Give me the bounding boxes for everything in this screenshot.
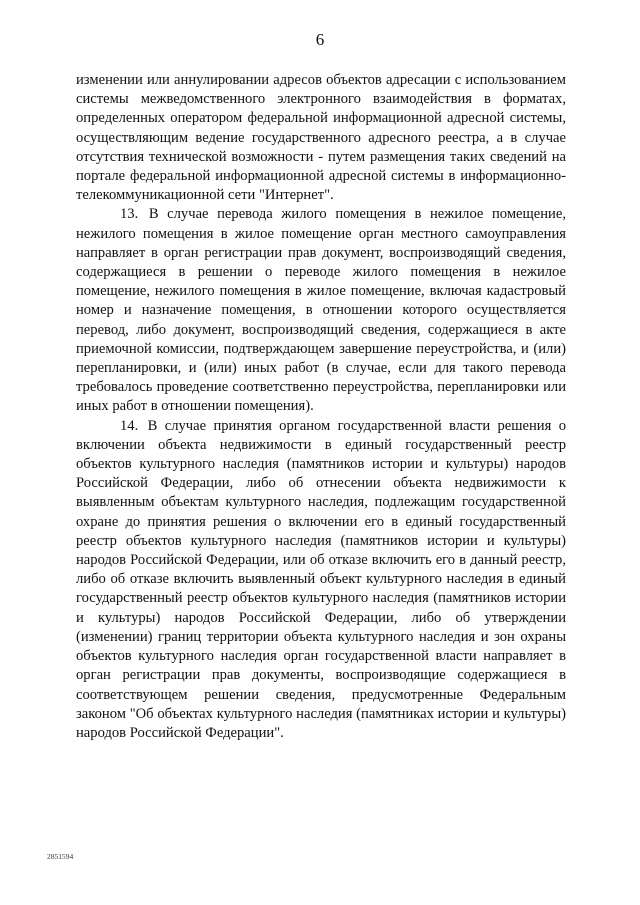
paragraph-item-13 [76, 205, 566, 416]
paragraph-text: В случае принятия органом государственной власти решения о включении объекта недвижимости в единый государственный реестр объектов культурного наследия (памятников истории и культуры) народов Российской Федерации, либо об отнесении объекта недвижимости к выявленным объектам культурного наследия, подлежащим государственной охране до принятия решения о включении его в единый государственный реестр объектов культурного наследия (памятников истории и культуры) народов Российской Федерации, или об отказе включить его в данный реестр, либо об отказе включить выявленный объект культурного наследия в единый государственный реестр объектов культурного наследия (памятников истории и культуры) народов Российской Федерации, либо об утверждении (изменении) границ территории объекта культурного наследия и зон охраны объектов культурного наследия орган государственной власти направляет в орган регистрации прав документы, воспроизводящие содержащиеся в соответствующем решении сведения, предусмотренные Федеральным законом "Об объектах культурного наследия (памятниках истории и культуры) народов Российской Федерации". [76, 417, 566, 741]
paragraph-item-14 [76, 417, 566, 743]
document-code: 2851594 [47, 852, 74, 861]
paragraph-number: 14. [120, 417, 139, 434]
paragraph-number: 13. [120, 206, 139, 223]
page-number: 6 [315, 30, 325, 49]
document-body [76, 71, 566, 743]
paragraph-text: изменении или аннулировании адресов объектов адресации с использованием системы межведомственного электронного взаимодействия в форматах, определенных оператором федеральной информационной адресной системы, осуществляющим ведение государственного адресного реестра, а в случае отсутствия технической возможности - путем размещения таких сведений на портале федеральной информационной адресной системы в информационно-телекоммуникационной сети "Интернет". [76, 72, 566, 204]
paragraph-text: В случае перевода жилого помещения в нежилое помещение, нежилого помещения в жилое помещение орган местного самоуправления направляет в орган регистрации прав документ, воспроизводящий сведения, содержащиеся в решении о переводе жилого помещения в нежилое помещение, нежилого помещения в жилое помещение, включая кадастровый номер и назначение помещения, в отношении которого осуществляется перевод, либо документ, воспроизводящий сведения, содержащиеся в акте приемочной комиссии, подтверждающем завершение переустройства, и (или) перепланировки, и (или) иных работ (в случае, если для такого перевода требовалось проведение соответственно переустройства, перепланировки или иных работ в отношении помещения). [76, 206, 566, 415]
paragraph-continuation [76, 71, 566, 205]
